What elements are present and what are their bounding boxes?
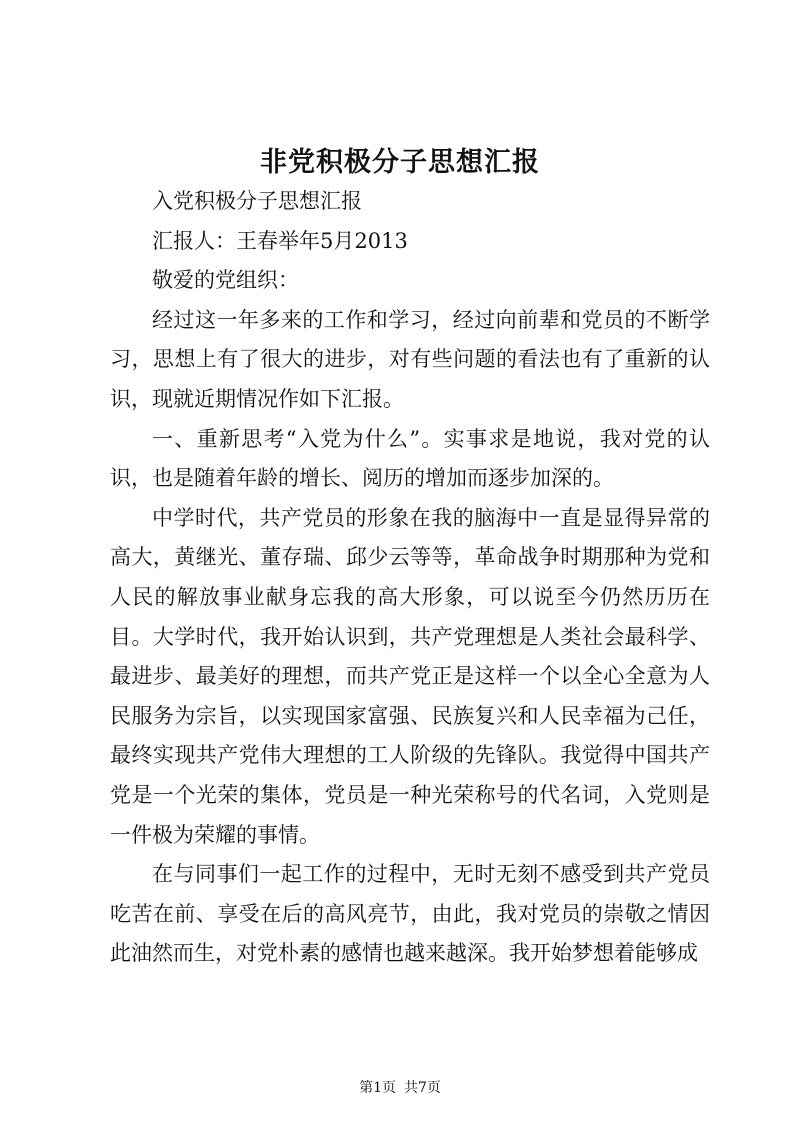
- paragraph-intro: 经过这一年多来的工作和学习，经过向前辈和党员的不断学习，思想上有了很大的进步，对有些问题的看法也有了重新的认识，现就近期情况作如下汇报。: [110, 307, 710, 411]
- paragraph-salutation: 敬爱的党组织：: [152, 268, 299, 293]
- document-title: 非党积极分子思想汇报: [260, 147, 540, 178]
- paragraph-school-years: 中学时代，共产党员的形象在我的脑海中一直是显得异常的高大，黄继光、董存瑞、邱少云等等，革命战争时期那种为党和人民的解放事业献身忘我的高大形象，可以说至今仍然历历在目。大学时代，我开始认识到，共产党理想是人类社会最科学、最进步、最美好的理想，而共产党正是这样一个以全心全意为人民服务为宗旨，以实现国家富强、民族复兴和人民幸福为己任，最终实现共产党伟大理想的工人阶级的先锋队。我觉得中国共产党是一个光荣的集体，党员是一种光荣称号的代名词，入党则是一件极为荣耀的事情。: [110, 505, 710, 847]
- paragraph-subtitle: 入党积极分子思想汇报: [152, 189, 362, 213]
- page-total: 共7页: [404, 1080, 441, 1096]
- paragraph-work-experience: 在与同事们一起工作的过程中，无时无刻不感受到共产党员吃苦在前、享受在后的高风亮节，由此，我对党员的崇敬之情因此油然而生，对党朴素的感情也越来越深。我开始梦想着能够成: [110, 862, 710, 966]
- paragraph-section-one: 一、重新思考“入党为什么”。实事求是地说，我对党的认识，也是随着年龄的增长、阅历的增加而逐步加深的。: [110, 426, 710, 491]
- paragraph-reporter: 汇报人：王春举年5月2013: [152, 228, 408, 253]
- page-footer: [0, 1078, 800, 1098]
- page-number: 第1页: [359, 1080, 396, 1096]
- document-body: [110, 182, 710, 974]
